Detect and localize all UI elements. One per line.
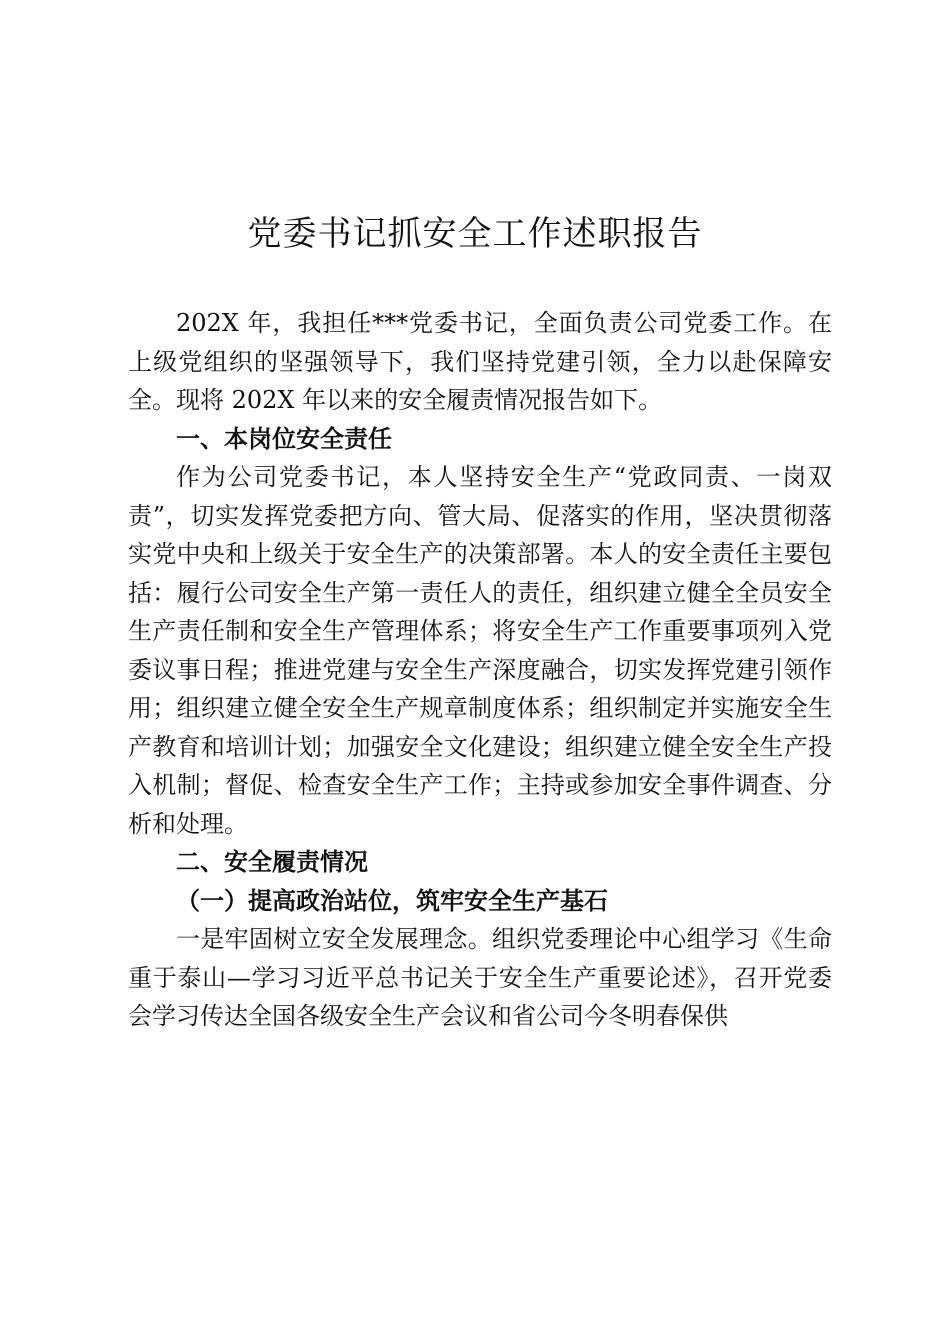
document-body — [128, 304, 832, 1036]
document-title: 党委书记抓安全工作述职报告 — [247, 214, 703, 254]
section-2-1-paragraph: 一是牢固树立安全发展理念。组织党委理论中心组学习《生命重于泰山—学习习近平总书记关于安全生产重要论述》，召开党委会学习传达全国各级安全生产会议和省公司今冬明春保供 — [128, 925, 832, 1030]
section-1-heading: 一、本岗位安全责任 — [176, 424, 392, 453]
intro-paragraph: 202X 年，我担任***党委书记，全面负责公司党委工作。在上级党组织的坚强领导下，我们坚持党建引领，全力以赴保障安全。现将 202X 年以来的安全履责情况报告如下。 — [128, 309, 832, 414]
section-2-1-heading: （一）提高政治站位，筑牢安全生产基石 — [176, 885, 608, 915]
section-2-heading: 二、安全履责情况 — [176, 848, 368, 876]
section-1-paragraph: 作为公司党委书记，本人坚持安全生产“党政同责、一岗双责”，切实发挥党委把方向、管大局、促落实的作用，坚决贯彻落实党中央和上级关于安全生产的决策部署。本人的安全责任主要包括：履行公司安全生产第一责任人的责任，组织建立健全全员安全生产责任制和安全生产管理体系；将安全生产工作重要事项列入党委议事日程；推进党建与安全生产深度融合，切实发挥党建引领作用；组织建立健全安全生产规章制度体系；组织制定并实施安全生产教育和培训计划；加强安全文化建设；组织建立健全安全生产投入机制；督促、检查安全生产工作；主持或参加安全事件调查、分析和处理。 — [128, 463, 832, 838]
